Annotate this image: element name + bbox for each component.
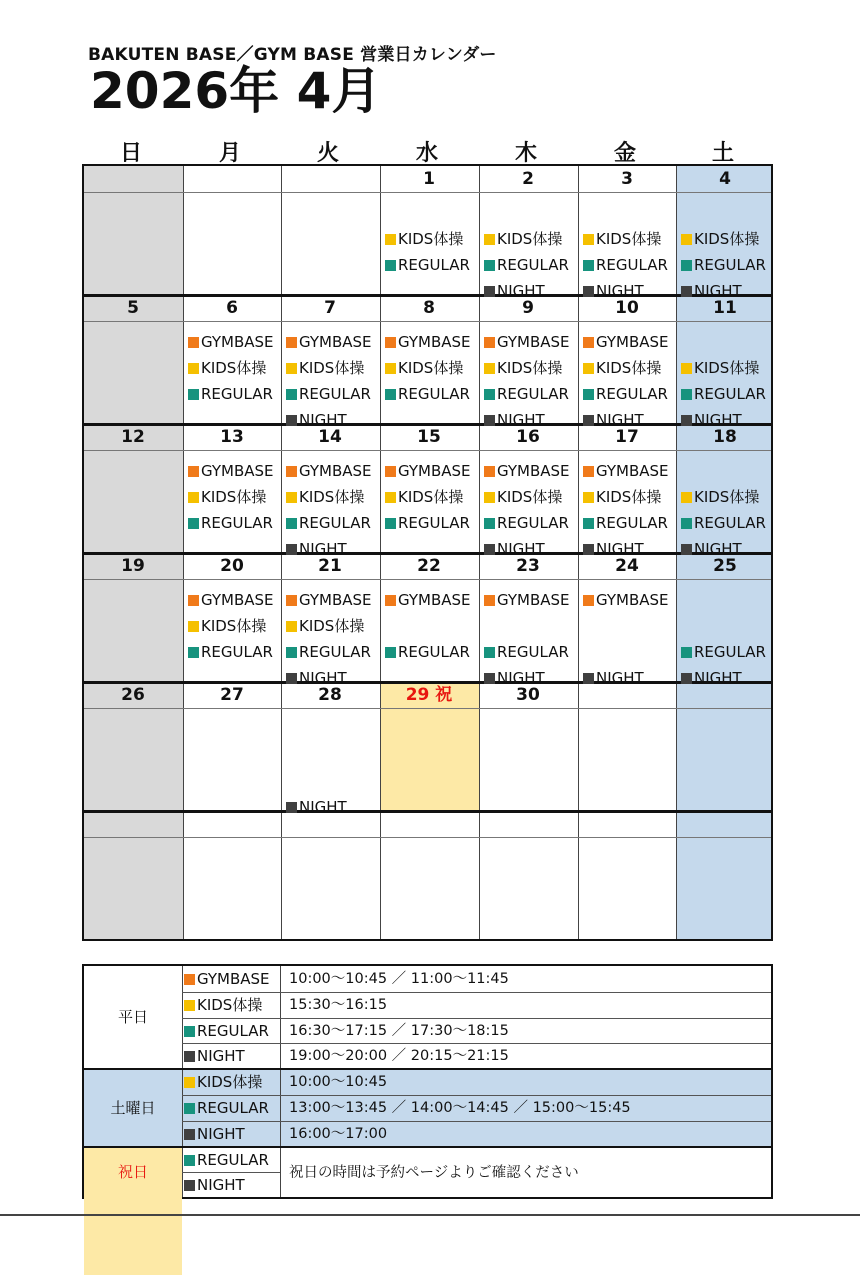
event-gymbase	[385, 591, 471, 609]
day-number	[676, 682, 774, 708]
regular-marker-icon	[188, 389, 199, 400]
event-label: REGULAR	[398, 643, 470, 661]
schedule-row-divider	[182, 1172, 280, 1173]
regular-marker-icon	[188, 518, 199, 529]
event-kids	[385, 230, 463, 248]
day-number: 4	[719, 169, 731, 189]
event-kids	[385, 488, 463, 506]
weekday-label: 木	[514, 141, 537, 166]
gymbase-marker-icon	[184, 974, 195, 985]
kids-marker-icon	[188, 621, 199, 632]
event-kids	[583, 488, 661, 506]
regular-marker-icon	[484, 389, 495, 400]
day-number	[281, 811, 379, 837]
gymbase-marker-icon	[583, 337, 594, 348]
event-label: KIDS体操	[694, 488, 760, 506]
day-number: 5	[127, 298, 139, 318]
schedule-group-divider	[84, 1068, 771, 1070]
event-kids	[681, 488, 759, 506]
kids-marker-icon	[583, 363, 594, 374]
event-label: REGULAR	[398, 256, 470, 274]
kids-marker-icon	[385, 492, 396, 503]
event-kids	[286, 488, 364, 506]
schedule-row-divider	[182, 1043, 771, 1044]
schedule-time: 16:30～17:15 ／ 17:30～18:15	[289, 1023, 509, 1039]
event-label: NIGHT	[299, 798, 347, 816]
event-label: NIGHT	[497, 669, 545, 687]
event-label: GYMBASE	[398, 591, 471, 609]
day-number: 29 祝	[405, 685, 453, 705]
regular-marker-icon	[184, 1103, 195, 1114]
weekday-label: 土	[711, 141, 734, 166]
event-gymbase	[188, 462, 274, 480]
day-number: 22	[417, 556, 441, 576]
event-label: REGULAR	[596, 385, 668, 403]
schedule-item	[184, 1047, 245, 1065]
regular-marker-icon	[286, 647, 297, 658]
event-label: NIGHT	[596, 540, 644, 558]
day-number: 1	[423, 169, 435, 189]
event-regular	[484, 514, 569, 532]
event-regular	[188, 385, 273, 403]
event-regular	[583, 256, 668, 274]
weekday-label: 水	[415, 141, 438, 166]
kids-marker-icon	[286, 363, 297, 374]
day-number	[578, 811, 676, 837]
schedule-item-label: REGULAR	[197, 1099, 269, 1117]
calendar-subtitle: BAKUTEN BASE／GYM BASE 営業日カレンダー	[88, 45, 497, 65]
regular-marker-icon	[583, 260, 594, 271]
event-label: NIGHT	[596, 669, 644, 687]
event-regular	[484, 256, 569, 274]
calendar-title: 2026年 4月	[90, 62, 382, 120]
event-gymbase	[583, 333, 669, 351]
event-label: REGULAR	[299, 385, 371, 403]
kids-marker-icon	[681, 363, 692, 374]
kids-marker-icon	[184, 1077, 195, 1088]
schedule-time: 10:00～10:45 ／ 11:00～11:45	[289, 971, 509, 987]
regular-marker-icon	[286, 518, 297, 529]
event-regular	[385, 643, 470, 661]
event-label: NIGHT	[299, 540, 347, 558]
kids-marker-icon	[681, 492, 692, 503]
event-label: KIDS体操	[596, 230, 662, 248]
date-row-divider	[84, 837, 771, 838]
gymbase-marker-icon	[385, 466, 396, 477]
event-label: NIGHT	[694, 669, 742, 687]
gymbase-marker-icon	[188, 466, 199, 477]
event-gymbase	[385, 333, 471, 351]
event-label: REGULAR	[299, 643, 371, 661]
day-number	[578, 682, 676, 708]
regular-marker-icon	[188, 647, 199, 658]
gymbase-marker-icon	[286, 595, 297, 606]
event-label: NIGHT	[694, 540, 742, 558]
event-kids	[188, 617, 266, 635]
kids-marker-icon	[484, 492, 495, 503]
day-number: 24	[615, 556, 639, 576]
event-label: REGULAR	[497, 514, 569, 532]
day-number: 19	[121, 556, 145, 576]
event-kids	[484, 359, 562, 377]
kids-marker-icon	[681, 234, 692, 245]
day-number	[676, 811, 774, 837]
schedule-item-label: NIGHT	[197, 1176, 245, 1194]
night-marker-icon	[184, 1129, 195, 1140]
schedule-category: 祝日	[117, 1163, 148, 1181]
event-gymbase	[286, 591, 372, 609]
day-number: 13	[220, 427, 244, 447]
day-number: 3	[621, 169, 633, 189]
event-kids	[286, 359, 364, 377]
day-number: 30	[516, 685, 540, 705]
day-number: 20	[220, 556, 244, 576]
gymbase-marker-icon	[484, 466, 495, 477]
event-kids	[681, 230, 759, 248]
event-label: KIDS体操	[299, 359, 365, 377]
kids-marker-icon	[188, 363, 199, 374]
schedule-item	[184, 970, 270, 988]
event-label: KIDS体操	[201, 488, 267, 506]
schedule-item-label: REGULAR	[197, 1022, 269, 1040]
day-number: 26	[121, 685, 145, 705]
day-number: 23	[516, 556, 540, 576]
event-label: NIGHT	[497, 282, 545, 300]
event-label: KIDS体操	[497, 488, 563, 506]
schedule-row-divider	[182, 1121, 771, 1122]
day-number: 17	[615, 427, 639, 447]
event-gymbase	[188, 333, 274, 351]
event-label: GYMBASE	[201, 333, 274, 351]
day-number: 6	[226, 298, 238, 318]
event-label: REGULAR	[694, 385, 766, 403]
event-gymbase	[484, 333, 570, 351]
weekday-label: 日	[119, 141, 142, 166]
event-label: KIDS体操	[398, 359, 464, 377]
event-regular	[385, 514, 470, 532]
event-regular	[484, 643, 569, 661]
kids-marker-icon	[188, 492, 199, 503]
gymbase-marker-icon	[583, 595, 594, 606]
event-gymbase	[385, 462, 471, 480]
schedule-item-label: NIGHT	[197, 1125, 245, 1143]
day-number: 28	[318, 685, 342, 705]
day-number	[84, 166, 182, 192]
day-number: 8	[423, 298, 435, 318]
event-label: REGULAR	[201, 514, 273, 532]
event-kids	[583, 359, 661, 377]
gymbase-marker-icon	[583, 466, 594, 477]
day-number: 11	[713, 298, 737, 318]
schedule-row-divider	[182, 992, 771, 993]
day-number	[380, 811, 478, 837]
event-label: NIGHT	[596, 411, 644, 429]
event-regular	[286, 385, 371, 403]
event-label: NIGHT	[497, 540, 545, 558]
event-label: REGULAR	[694, 514, 766, 532]
day-number: 25	[713, 556, 737, 576]
event-regular	[188, 514, 273, 532]
event-label: REGULAR	[497, 643, 569, 661]
day-number: 18	[713, 427, 737, 447]
schedule-time: 10:00～10:45	[289, 1074, 388, 1090]
kids-marker-icon	[286, 492, 297, 503]
schedule-item-label: NIGHT	[197, 1047, 245, 1065]
date-row-divider	[84, 579, 771, 580]
kids-marker-icon	[583, 234, 594, 245]
event-label: GYMBASE	[299, 462, 372, 480]
event-label: KIDS体操	[497, 359, 563, 377]
regular-marker-icon	[184, 1026, 195, 1037]
schedule-category: 平日	[117, 1008, 148, 1026]
event-label: NIGHT	[497, 411, 545, 429]
kids-marker-icon	[184, 1000, 195, 1011]
regular-marker-icon	[385, 260, 396, 271]
event-gymbase	[484, 462, 570, 480]
schedule-divider	[182, 966, 183, 1197]
event-label: REGULAR	[497, 385, 569, 403]
schedule-time: 19:00～20:00 ／ 20:15～21:15	[289, 1048, 509, 1064]
regular-marker-icon	[385, 518, 396, 529]
event-regular	[583, 514, 668, 532]
schedule-table	[82, 964, 773, 1199]
schedule-category: 土曜日	[110, 1099, 156, 1117]
regular-marker-icon	[583, 389, 594, 400]
date-row-divider	[84, 708, 771, 709]
gymbase-marker-icon	[484, 337, 495, 348]
event-label: REGULAR	[596, 256, 668, 274]
event-kids	[286, 617, 364, 635]
regular-marker-icon	[484, 518, 495, 529]
event-label: KIDS体操	[694, 359, 760, 377]
event-label: REGULAR	[299, 514, 371, 532]
schedule-item-label: KIDS体操	[197, 1073, 263, 1091]
event-label: KIDS体操	[299, 617, 365, 635]
day-number: 16	[516, 427, 540, 447]
event-kids	[188, 359, 266, 377]
date-row-divider	[84, 321, 771, 322]
event-gymbase	[286, 462, 372, 480]
day-number	[281, 166, 379, 192]
gymbase-marker-icon	[385, 595, 396, 606]
event-kids	[583, 230, 661, 248]
schedule-group-divider	[84, 1146, 771, 1148]
gymbase-marker-icon	[385, 337, 396, 348]
regular-marker-icon	[385, 647, 396, 658]
schedule-divider	[280, 966, 281, 1197]
event-regular	[286, 643, 371, 661]
event-label: GYMBASE	[497, 333, 570, 351]
night-marker-icon	[184, 1180, 195, 1191]
kids-marker-icon	[484, 363, 495, 374]
gymbase-marker-icon	[188, 595, 199, 606]
event-label: KIDS体操	[596, 488, 662, 506]
gymbase-marker-icon	[286, 466, 297, 477]
event-label: GYMBASE	[201, 462, 274, 480]
event-regular	[385, 256, 470, 274]
schedule-time: 15:30～16:15	[289, 997, 388, 1013]
schedule-item	[184, 1099, 269, 1117]
gymbase-marker-icon	[286, 337, 297, 348]
event-regular	[681, 256, 766, 274]
event-regular	[583, 385, 668, 403]
regular-marker-icon	[184, 1155, 195, 1166]
event-label: NIGHT	[694, 411, 742, 429]
event-label: KIDS体操	[201, 359, 267, 377]
holiday-note: 祝日の時間は予約ページよりご確認ください	[289, 1165, 579, 1181]
regular-marker-icon	[286, 389, 297, 400]
schedule-item	[184, 996, 262, 1014]
night-marker-icon	[184, 1051, 195, 1062]
event-label: KIDS体操	[201, 617, 267, 635]
event-label: GYMBASE	[299, 333, 372, 351]
schedule-item	[184, 1151, 269, 1169]
date-row-divider	[84, 450, 771, 451]
event-label: REGULAR	[497, 256, 569, 274]
schedule-item	[184, 1176, 245, 1194]
regular-marker-icon	[681, 260, 692, 271]
event-label: GYMBASE	[299, 591, 372, 609]
day-number	[479, 811, 577, 837]
event-label: KIDS体操	[694, 230, 760, 248]
schedule-row-divider	[182, 1018, 771, 1019]
schedule-item	[184, 1125, 245, 1143]
event-regular	[188, 643, 273, 661]
event-kids	[681, 359, 759, 377]
event-label: NIGHT	[596, 282, 644, 300]
event-kids	[188, 488, 266, 506]
event-label: GYMBASE	[398, 333, 471, 351]
day-number	[183, 811, 281, 837]
event-regular	[681, 385, 766, 403]
regular-marker-icon	[681, 518, 692, 529]
kids-marker-icon	[286, 621, 297, 632]
event-label: GYMBASE	[596, 591, 669, 609]
event-label: GYMBASE	[596, 333, 669, 351]
event-label: KIDS体操	[398, 488, 464, 506]
event-label: GYMBASE	[497, 591, 570, 609]
day-number: 9	[522, 298, 534, 318]
date-row-divider	[84, 192, 771, 193]
weekday-label: 月	[218, 141, 241, 166]
weekday-label: 火	[316, 141, 339, 166]
schedule-item	[184, 1073, 262, 1091]
regular-marker-icon	[385, 389, 396, 400]
event-gymbase	[583, 462, 669, 480]
event-label: REGULAR	[201, 643, 273, 661]
event-label: KIDS体操	[497, 230, 563, 248]
event-label: GYMBASE	[398, 462, 471, 480]
schedule-time: 13:00～13:45 ／ 14:00～14:45 ／ 15:00～15:45	[289, 1100, 631, 1116]
schedule-item-label: REGULAR	[197, 1151, 269, 1169]
day-number: 7	[324, 298, 336, 318]
schedule-item	[184, 1022, 269, 1040]
event-label: KIDS体操	[596, 359, 662, 377]
event-regular	[681, 514, 766, 532]
day-number	[84, 811, 182, 837]
regular-marker-icon	[681, 647, 692, 658]
event-label: KIDS体操	[398, 230, 464, 248]
event-regular	[286, 514, 371, 532]
day-number: 14	[318, 427, 342, 447]
event-kids	[484, 488, 562, 506]
day-number	[183, 166, 281, 192]
event-gymbase	[484, 591, 570, 609]
day-number: 2	[522, 169, 534, 189]
event-label: REGULAR	[596, 514, 668, 532]
event-label: NIGHT	[299, 411, 347, 429]
page-bottom-rule	[0, 1214, 860, 1216]
schedule-item-label: KIDS体操	[197, 996, 263, 1014]
regular-marker-icon	[484, 647, 495, 658]
event-label: REGULAR	[694, 643, 766, 661]
weekday-label: 金	[613, 141, 636, 166]
gymbase-marker-icon	[188, 337, 199, 348]
regular-marker-icon	[681, 389, 692, 400]
kids-marker-icon	[583, 492, 594, 503]
event-label: NIGHT	[694, 282, 742, 300]
regular-marker-icon	[583, 518, 594, 529]
event-label: REGULAR	[694, 256, 766, 274]
event-label: GYMBASE	[497, 462, 570, 480]
day-number: 15	[417, 427, 441, 447]
event-regular	[681, 643, 766, 661]
event-label: KIDS体操	[299, 488, 365, 506]
day-number: 21	[318, 556, 342, 576]
event-gymbase	[188, 591, 274, 609]
schedule-item-label: GYMBASE	[197, 970, 270, 988]
regular-marker-icon	[484, 260, 495, 271]
event-regular	[385, 385, 470, 403]
day-number: 27	[220, 685, 244, 705]
gymbase-marker-icon	[484, 595, 495, 606]
event-label: GYMBASE	[201, 591, 274, 609]
day-number: 10	[615, 298, 639, 318]
event-label: GYMBASE	[596, 462, 669, 480]
event-gymbase	[583, 591, 669, 609]
kids-marker-icon	[385, 234, 396, 245]
calendar-grid	[82, 164, 773, 941]
kids-marker-icon	[385, 363, 396, 374]
event-label: REGULAR	[398, 385, 470, 403]
event-label: REGULAR	[201, 385, 273, 403]
event-regular	[484, 385, 569, 403]
event-gymbase	[286, 333, 372, 351]
event-kids	[385, 359, 463, 377]
schedule-row-divider	[182, 1095, 771, 1096]
event-kids	[484, 230, 562, 248]
day-number: 12	[121, 427, 145, 447]
kids-marker-icon	[484, 234, 495, 245]
event-label: REGULAR	[398, 514, 470, 532]
event-label: NIGHT	[299, 669, 347, 687]
schedule-time: 16:00～17:00	[289, 1126, 388, 1142]
